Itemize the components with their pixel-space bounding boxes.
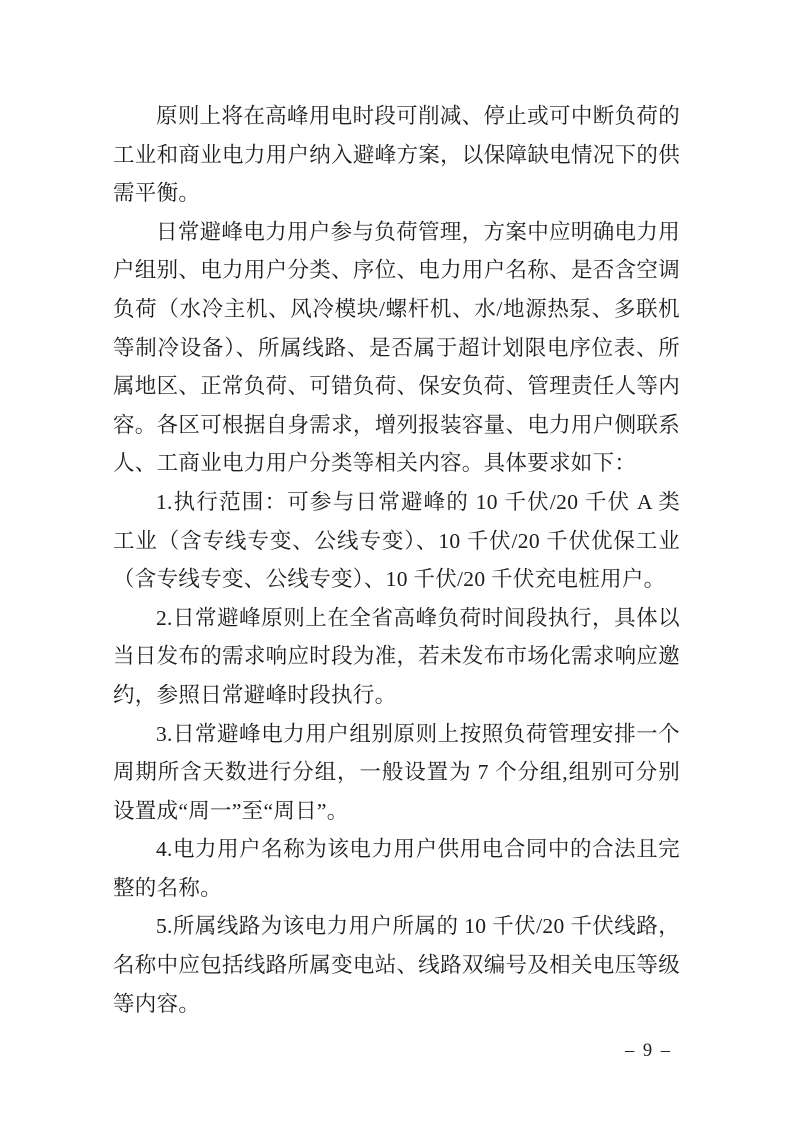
paragraph-overview: 日常避峰电力用户参与负荷管理，方案中应明确电力用户组别、电力用户分类、序位、电力用户名称、是否含空调负荷（水冷主机、风冷模块/螺杆机、水/地源热泵、多联机等制冷设备）、所属线路、是否属于超计划限电序位表、所属地区、正常负荷、可错负荷、保安负荷、管理责任人等内容。各区可根据自身需求，增列报装容量、电力用户侧联系人、工商业电力用户分类等相关内容。具体要求如下： xyxy=(113,219,680,476)
document-body xyxy=(113,97,680,1023)
paragraph-intro: 原则上将在高峰用电时段可削减、停止或可中断负荷的工业和商业电力用户纳入避峰方案，以保障缺电情况下的供需平衡。 xyxy=(113,104,680,206)
paragraph-item-1: 1.执行范围：可参与日常避峰的 10 千伏/20 千伏 A 类工业（含专线专变、公线专变）、10 千伏/20 千伏优保工业（含专线专变、公线专变）、10 千伏/20 千伏充电桩用户。 xyxy=(113,489,680,592)
page-number: – 9 – xyxy=(625,1041,672,1061)
paragraph-item-2: 2.日常避峰原则上在全省高峰负荷时间段执行，具体以当日发布的需求响应时段为准，若未发布市场化需求响应邀约，参照日常避峰时段执行。 xyxy=(113,605,680,707)
paragraph-item-4: 4.电力用户名称为该电力用户供用电合同中的合法且完整的名称。 xyxy=(113,837,680,900)
paragraph-item-5: 5.所属线路为该电力用户所属的 10 千伏/20 千伏线路，名称中应包括线路所属变电站、线路双编号及相关电压等级等内容。 xyxy=(113,914,680,1016)
paragraph-item-3: 3.日常避峰电力用户组别原则上按照负荷管理安排一个周期所含天数进行分组，一般设置为 7 个分组,组别可分别设置成“周一”至“周日”。 xyxy=(113,721,680,823)
